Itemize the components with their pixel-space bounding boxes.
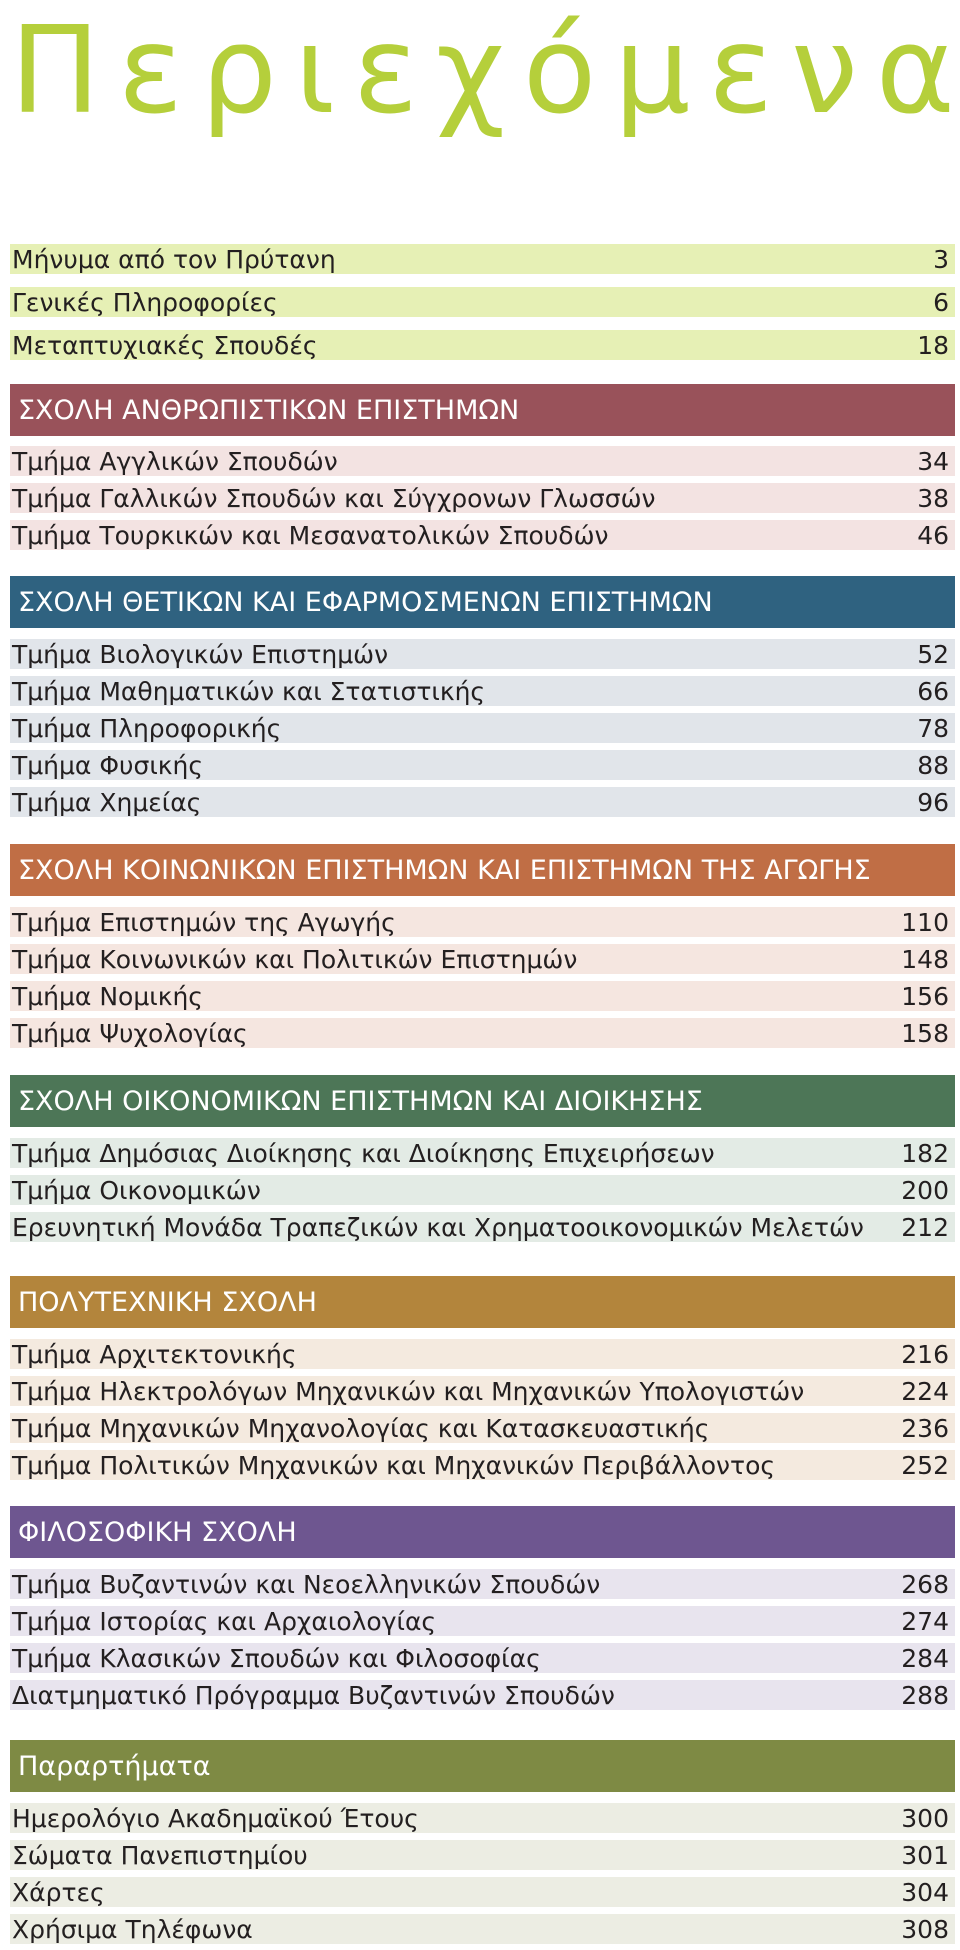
entry-label: Τμήμα Οικονομικών — [12, 1175, 261, 1205]
entry-page: 288 — [901, 1680, 949, 1710]
entry-label: Τμήμα Πολιτικών Μηχανικών και Μηχανικών Περιβάλλοντος — [12, 1450, 776, 1480]
entry-label: Τμήμα Κοινωνικών και Πολιτικών Επιστημών — [12, 944, 578, 974]
entry-page: 3 — [933, 244, 949, 274]
toc-entry[interactable] — [10, 1840, 955, 1870]
entry-label: Ερευνητική Μονάδα Τραπεζικών και Χρηματοοικονομικών Μελετών — [12, 1212, 864, 1242]
entry-label: Τμήμα Φυσικής — [12, 750, 204, 780]
entry-page: 46 — [917, 520, 949, 550]
entry-label: Τμήμα Αρχιτεκτονικής — [12, 1339, 297, 1369]
entry-label: Γενικές Πληροφορίες — [12, 287, 278, 317]
entry-page: 308 — [901, 1914, 949, 1944]
entry-label: Μεταπτυχιακές Σπουδές — [12, 330, 318, 360]
entry-label: Τμήμα Βυζαντινών και Νεοελληνικών Σπουδών — [12, 1569, 601, 1599]
toc-entry[interactable] — [10, 639, 955, 669]
entry-page: 78 — [917, 713, 949, 743]
toc-entry[interactable] — [10, 1569, 955, 1599]
toc-entry[interactable] — [10, 520, 955, 550]
entry-label: Μήνυμα από τον Πρύτανη — [12, 244, 336, 274]
entry-page: 66 — [917, 676, 949, 706]
entry-page: 236 — [901, 1413, 949, 1443]
section-header: ΣΧΟΛΗ ΑΝΘΡΩΠΙΣΤΙΚΩΝ ΕΠΙΣΤΗΜΩΝ — [10, 384, 955, 436]
toc-entry[interactable] — [10, 907, 955, 937]
entry-page: 158 — [901, 1018, 949, 1048]
toc-entry[interactable] — [10, 1450, 955, 1480]
toc-entry[interactable] — [10, 1914, 955, 1944]
entry-label: Τμήμα Κλασικών Σπουδών και Φιλοσοφίας — [12, 1643, 541, 1673]
entry-label: Τμήμα Βιολογικών Επιστημών — [12, 639, 389, 669]
toc-entry[interactable] — [10, 446, 955, 476]
toc-entry[interactable] — [10, 1413, 955, 1443]
entry-label: Χρήσιμα Τηλέφωνα — [12, 1914, 253, 1944]
entry-page: 300 — [901, 1803, 949, 1833]
entry-page: 200 — [901, 1175, 949, 1205]
entry-label: Τμήμα Ψυχολογίας — [12, 1018, 248, 1048]
entry-page: 268 — [901, 1569, 949, 1599]
toc-entry[interactable] — [10, 1339, 955, 1369]
entry-page: 274 — [901, 1606, 949, 1636]
entry-label: Τμήμα Τουρκικών και Μεσανατολικών Σπουδών — [12, 520, 609, 550]
toc-entry[interactable] — [10, 1376, 955, 1406]
section-header: ΣΧΟΛΗ ΟΙΚΟΝΟΜΙΚΩΝ ΕΠΙΣΤΗΜΩΝ ΚΑΙ ΔΙΟΙΚΗΣΗΣ — [10, 1075, 955, 1127]
toc-entry[interactable] — [10, 713, 955, 743]
entry-label: Τμήμα Χημείας — [12, 787, 202, 817]
page-title: Π ε ρ ι ε χ ό μ ε ν α — [10, 2, 955, 141]
section-header: ΦΙΛΟΣΟΦΙΚΗ ΣΧΟΛΗ — [10, 1506, 955, 1558]
entry-label: Τμήμα Νομικής — [12, 981, 203, 1011]
toc-entry[interactable] — [10, 330, 955, 360]
entry-page: 18 — [917, 330, 949, 360]
section-header: ΠΟΛΥΤΕΧΝΙΚΗ ΣΧΟΛΗ — [10, 1276, 955, 1328]
section-header: Παραρτήματα — [10, 1740, 955, 1792]
entry-label: Τμήμα Γαλλικών Σπουδών και Σύγχρονων Γλωσσών — [12, 483, 656, 513]
toc-entry[interactable] — [10, 483, 955, 513]
entry-page: 212 — [901, 1212, 949, 1242]
entry-page: 96 — [917, 787, 949, 817]
entry-label: Τμήμα Δημόσιας Διοίκησης και Διοίκησης Επιχειρήσεων — [12, 1138, 715, 1168]
toc-entry[interactable] — [10, 750, 955, 780]
entry-page: 304 — [901, 1877, 949, 1907]
entry-page: 182 — [901, 1138, 949, 1168]
entry-label: Τμήμα Πληροφορικής — [12, 713, 282, 743]
section-header: ΣΧΟΛΗ ΘΕΤΙΚΩΝ ΚΑΙ ΕΦΑΡΜΟΣΜΕΝΩΝ ΕΠΙΣΤΗΜΩΝ — [10, 576, 955, 628]
entry-page: 252 — [901, 1450, 949, 1480]
toc-entry[interactable] — [10, 981, 955, 1011]
entry-label: Τμήμα Μηχανικών Μηχανολογίας και Κατασκευαστικής — [12, 1413, 710, 1443]
toc-entry[interactable] — [10, 1803, 955, 1833]
entry-page: 34 — [917, 446, 949, 476]
toc-entry[interactable] — [10, 1680, 955, 1710]
toc-entry[interactable] — [10, 1877, 955, 1907]
entry-page: 88 — [917, 750, 949, 780]
toc-entry[interactable] — [10, 1212, 955, 1242]
entry-label: Τμήμα Αγγλικών Σπουδών — [12, 446, 338, 476]
toc-entry[interactable] — [10, 1138, 955, 1168]
toc-entry[interactable] — [10, 1643, 955, 1673]
toc-entry[interactable] — [10, 1606, 955, 1636]
toc-entry[interactable] — [10, 287, 955, 317]
entry-page: 6 — [933, 287, 949, 317]
entry-page: 216 — [901, 1339, 949, 1369]
toc-entry[interactable] — [10, 944, 955, 974]
section-header: ΣΧΟΛΗ ΚΟΙΝΩΝΙΚΩΝ ΕΠΙΣΤΗΜΩΝ ΚΑΙ ΕΠΙΣΤΗΜΩΝ ΤΗΣ ΑΓΩΓΗΣ — [10, 844, 955, 896]
toc-entry[interactable] — [10, 787, 955, 817]
entry-page: 224 — [901, 1376, 949, 1406]
entry-label: Σώματα Πανεπιστημίου — [12, 1840, 308, 1870]
entry-page: 52 — [917, 639, 949, 669]
toc-entry[interactable] — [10, 676, 955, 706]
entry-label: Τμήμα Ηλεκτρολόγων Μηχανικών και Μηχανικών Υπολογιστών — [12, 1376, 805, 1406]
entry-label: Τμήμα Ιστορίας και Αρχαιολογίας — [12, 1606, 437, 1636]
entry-page: 156 — [901, 981, 949, 1011]
entry-label: Διατμηματικό Πρόγραμμα Βυζαντινών Σπουδών — [12, 1680, 615, 1710]
entry-label: Ημερολόγιο Ακαδημαϊκού Έτους — [12, 1803, 419, 1833]
toc-entry[interactable] — [10, 244, 955, 274]
entry-page: 38 — [917, 483, 949, 513]
toc-entry[interactable] — [10, 1018, 955, 1048]
entry-label: Χάρτες — [12, 1877, 105, 1907]
entry-label: Τμήμα Μαθηματικών και Στατιστικής — [12, 676, 486, 706]
entry-page: 110 — [901, 907, 949, 937]
entry-page: 301 — [901, 1840, 949, 1870]
entry-page: 284 — [901, 1643, 949, 1673]
toc-entry[interactable] — [10, 1175, 955, 1205]
entry-label: Τμήμα Επιστημών της Αγωγής — [12, 907, 396, 937]
entry-page: 148 — [901, 944, 949, 974]
